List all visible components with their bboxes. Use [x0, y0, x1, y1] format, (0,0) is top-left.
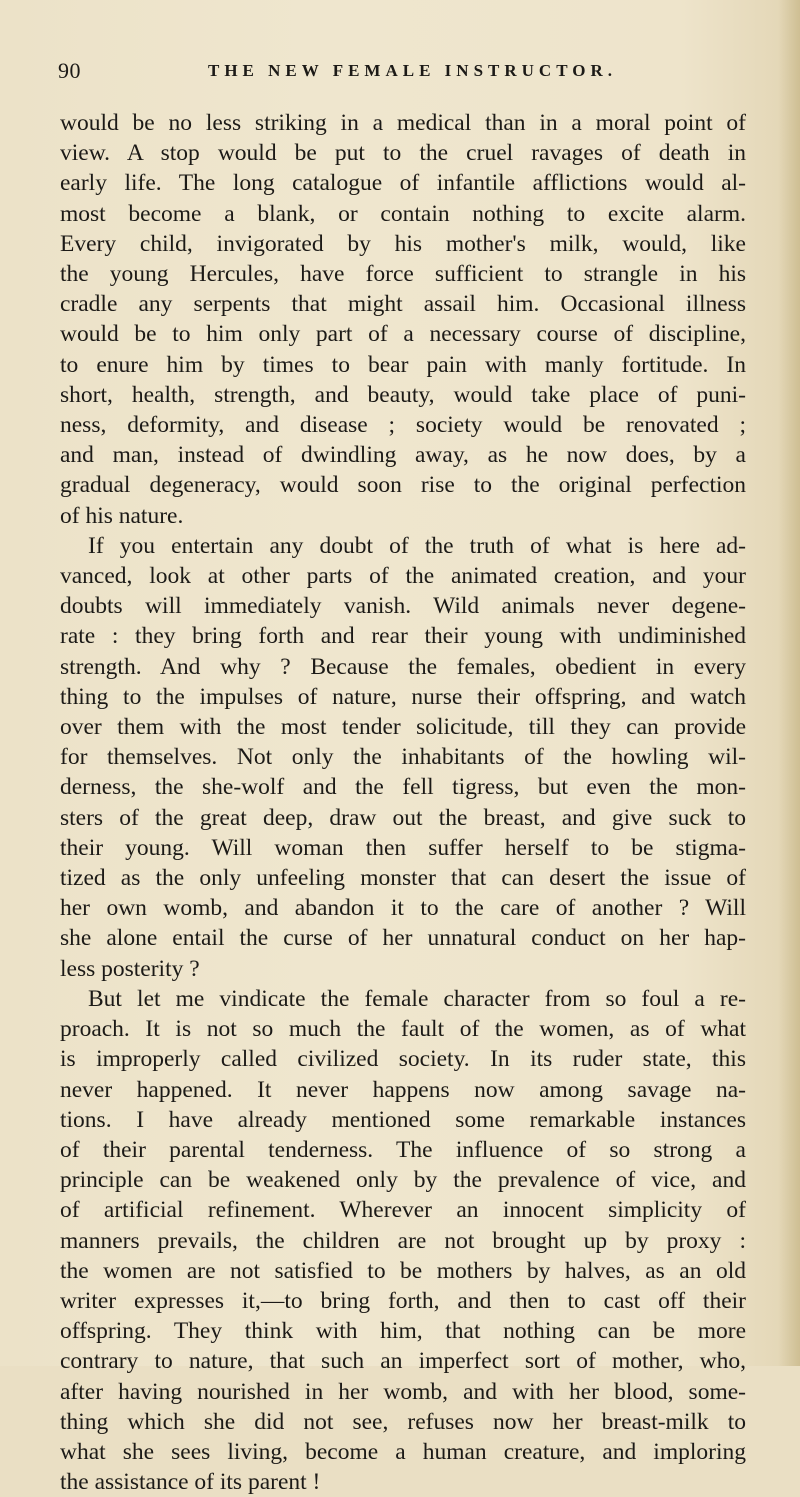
text-line: of their parental tenderness. The influence of so strong a — [60, 1136, 746, 1163]
text-line: tions. I have already mentioned some remarkable instances — [60, 1106, 746, 1133]
text-line: writer expresses it,—to bring forth, and then to cast off their — [60, 1287, 746, 1314]
text-line: for themselves. Not only the inhabitants of the howling wil- — [60, 744, 746, 771]
text-line: of his nature. — [60, 502, 184, 529]
text-line: most become a blank, or contain nothing to excite alarm. — [60, 200, 746, 227]
text-line: view. A stop would be put to the cruel ravages of death in — [60, 140, 746, 167]
text-line: gradual degeneracy, would soon rise to the original perfection — [60, 472, 746, 499]
text-line: manners prevails, the children are not brought up by proxy : — [60, 1227, 746, 1254]
text-line: But let me vindicate the female character from so foul a re- — [88, 985, 746, 1012]
text-line: If you entertain any doubt of the truth of what is here ad- — [88, 532, 746, 559]
text-line: what she sees living, become a human creature, and imploring — [60, 1438, 746, 1465]
running-head: THE NEW FEMALE INSTRUCTOR. — [208, 61, 617, 80]
text-line: Every child, invigorated by his mother's milk, would, like — [60, 230, 746, 257]
text-line: strength. And why ? Because the females, obedient in every — [60, 653, 746, 680]
text-line: thing to the impulses of nature, nurse their offspring, and watch — [60, 683, 746, 710]
text-line: of artificial refinement. Wherever an innocent simplicity of — [60, 1197, 746, 1224]
text-line: her own womb, and abandon it to the care of another ? Will — [60, 895, 746, 922]
text-line: the young Hercules, have force sufficient to strangle in his — [60, 261, 746, 288]
text-line: derness, the she-wolf and the fell tigress, but even the mon- — [60, 774, 746, 801]
text-line: sters of the great deep, draw out the breast, and give suck to — [60, 804, 746, 831]
text-line: over them with the most tender solicitude, till they can provide — [60, 714, 746, 741]
text-line: contrary to nature, that such an imperfect sort of mother, who, — [60, 1348, 746, 1375]
text-line: she alone entail the curse of her unnatural conduct on her hap- — [60, 925, 746, 952]
text-line: would be to him only part of a necessary course of discipline, — [60, 321, 746, 348]
text-line: is improperly called civilized society. In its ruder state, this — [60, 1046, 746, 1073]
text-line: rate : they bring forth and rear their young with undiminished — [60, 623, 746, 650]
page-edge-shadow — [778, 0, 800, 1366]
body-text — [60, 108, 746, 1497]
page-number: 90 — [58, 58, 81, 83]
text-line: doubts will immediately vanish. Wild animals never degene- — [60, 593, 746, 620]
text-line: offspring. They think with him, that nothing can be more — [60, 1318, 746, 1345]
text-line: vanced, look at other parts of the animated creation, and your — [60, 563, 746, 590]
text-line: less posterity ? — [60, 955, 200, 982]
text-line: cradle any serpents that might assail him. Occasional illness — [60, 291, 746, 318]
text-line: after having nourished in her womb, and with her blood, some- — [60, 1378, 746, 1405]
text-line: would be no less striking in a medical than in a moral point of — [60, 110, 746, 136]
text-line: the assistance of its parent ! — [60, 1469, 321, 1496]
text-line: their young. Will woman then suffer herself to be stigma- — [60, 834, 746, 861]
text-line: short, health, strength, and beauty, would take place of puni- — [60, 381, 746, 408]
page-header — [58, 58, 740, 88]
text-line: never happened. It never happens now among savage na- — [60, 1076, 746, 1103]
text-line: principle can be weakened only by the prevalence of vice, and — [60, 1167, 746, 1194]
text-line: tized as the only unfeeling monster that can desert the issue of — [60, 865, 746, 892]
text-line: early life. The long catalogue of infantile afflictions would al- — [60, 170, 746, 197]
text-line: the women are not satisfied to be mothers by halves, as an old — [60, 1257, 746, 1284]
text-line: ness, deformity, and disease ; society would be renovated ; — [60, 412, 746, 439]
text-line: to enure him by times to bear pain with manly fortitude. In — [60, 351, 746, 378]
text-line: proach. It is not so much the fault of the women, as of what — [60, 1016, 746, 1043]
text-line: and man, instead of dwindling away, as he now does, by a — [60, 442, 746, 469]
text-line: thing which she did not see, refuses now her breast-milk to — [60, 1408, 746, 1435]
